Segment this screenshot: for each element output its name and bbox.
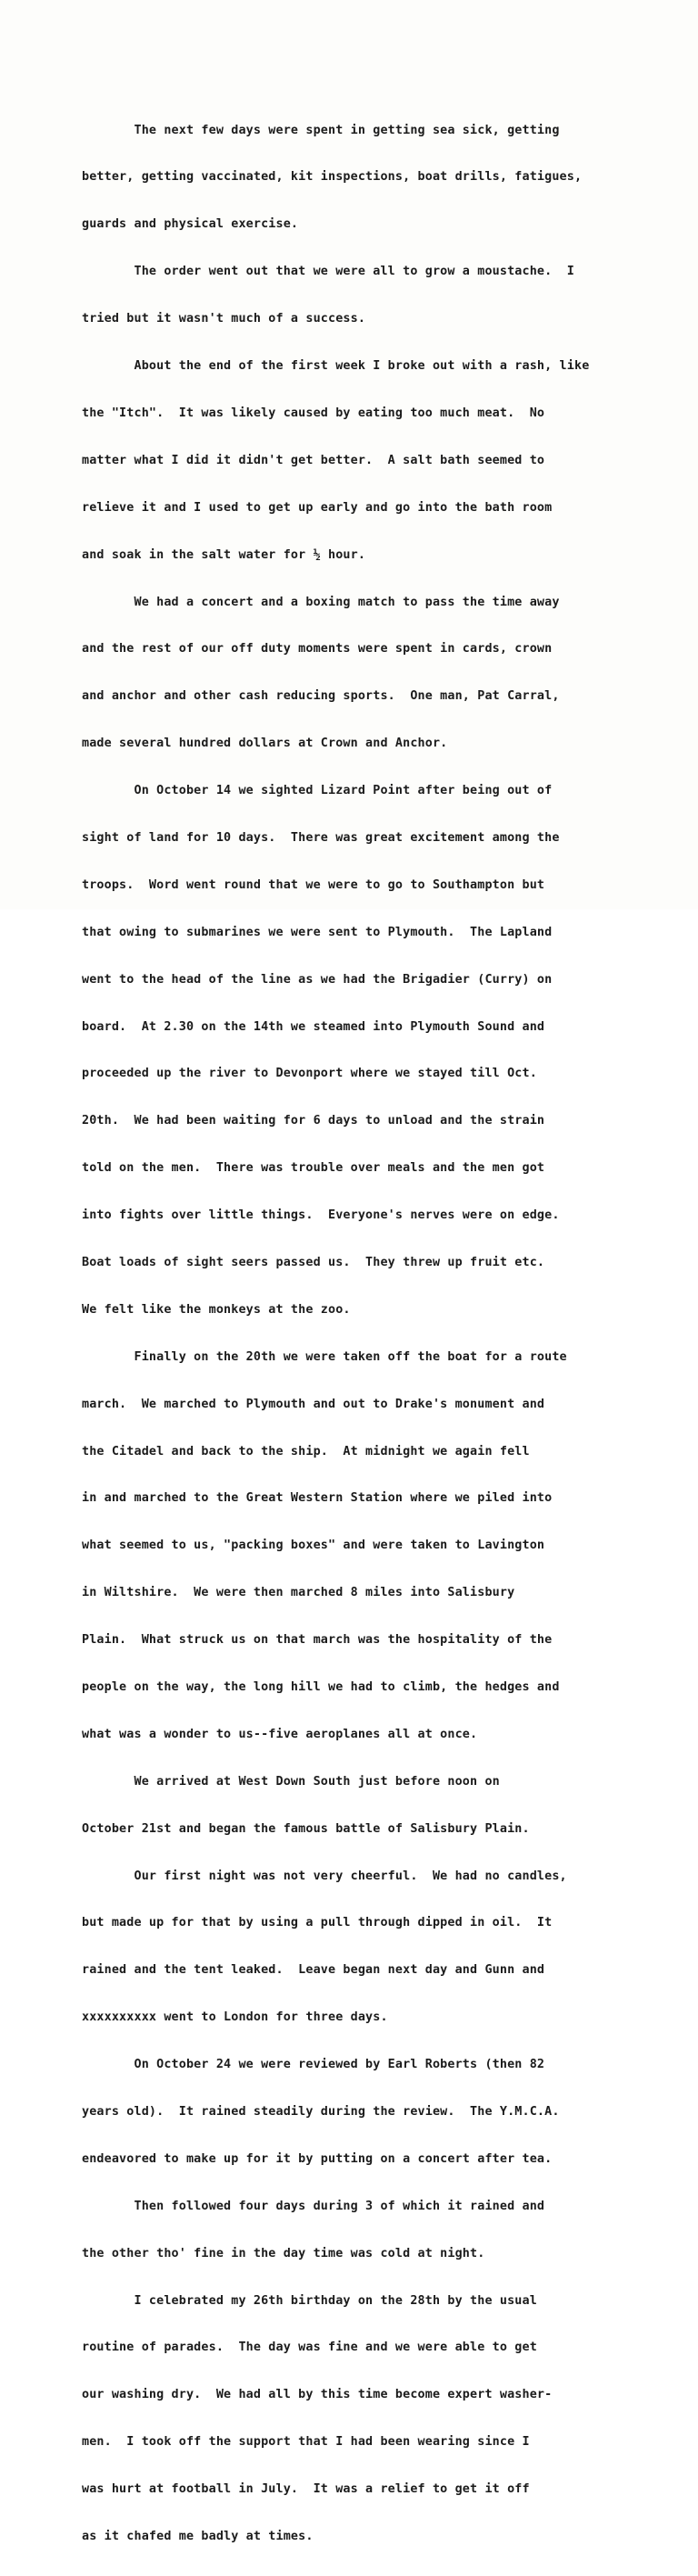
text-line: The next few days were spent in getting sea sick, getting	[82, 123, 560, 137]
typescript-body	[82, 91, 654, 2576]
text-line: better, getting vaccinated, kit inspections, boat drills, fatigues,	[82, 170, 583, 185]
text-line: years old). It rained steadily during the review. The Y.M.C.A.	[82, 2105, 560, 2119]
text-line: was hurt at football in July. It was a relief to get it off	[82, 2482, 530, 2497]
text-line: On October 14 we sighted Lizard Point after being out of	[82, 784, 553, 798]
text-line: as it chafed me badly at times.	[82, 2530, 314, 2544]
text-line: On October 24 we were reviewed by Earl Roberts (then 82	[82, 2058, 545, 2072]
text-line: We felt like the monkeys at the zoo.	[82, 1302, 351, 1317]
text-line: troops. Word went round that we were to go to Southampton but	[82, 877, 545, 892]
text-line: people on the way, the long hill we had to climb, the hedges and	[82, 1679, 560, 1694]
text-line: went to the head of the line as we had the Brigadier (Curry) on	[82, 972, 553, 987]
text-line: made several hundred dollars at Crown and Anchor.	[82, 737, 448, 751]
text-line: xxxxxxxxxx went to London for three days.	[82, 2010, 388, 2025]
text-line: the other tho' fine in the day time was cold at night.	[82, 2246, 485, 2260]
text-line: sight of land for 10 days. There was great excitement among the	[82, 830, 560, 845]
text-line: board. At 2.30 on the 14th we steamed into Plymouth Sound and	[82, 1019, 545, 1034]
text-line: but made up for that by using a pull through dipped in oil. It	[82, 1916, 553, 1930]
text-line: the Citadel and back to the ship. At midnight we again fell	[82, 1444, 530, 1458]
text-line: and the rest of our off duty moments were spent in cards, crown	[82, 642, 553, 657]
text-line: I celebrated my 26th birthday on the 28th by the usual	[82, 2293, 537, 2308]
text-line: We arrived at West Down South just before noon on	[82, 1774, 500, 1789]
text-line: in and marched to the Great Western Station where we piled into	[82, 1491, 553, 1506]
text-line: Finally on the 20th we were taken off the boat for a route	[82, 1349, 567, 1364]
text-line: told on the men. There was trouble over meals and the men got	[82, 1161, 545, 1176]
text-line: endeavored to make up for it by putting on a concert after tea.	[82, 2151, 553, 2166]
text-line: We had a concert and a boxing match to pass the time away	[82, 595, 560, 609]
text-line: relieve it and I used to get up early and go into the bath room	[82, 500, 553, 515]
text-line: what seemed to us, "packing boxes" and were taken to Lavington	[82, 1539, 545, 1553]
text-line: proceeded up the river to Devonport where we stayed till Oct.	[82, 1067, 537, 1081]
text-line: Plain. What struck us on that march was the hospitality of the	[82, 1633, 553, 1648]
text-line: 20th. We had been waiting for 6 days to unload and the strain	[82, 1114, 545, 1128]
text-line: Boat loads of sight seers passed us. They threw up fruit etc.	[82, 1255, 545, 1269]
text-line: About the end of the first week I broke out with a rash, like	[82, 359, 590, 374]
text-line: Then followed four days during 3 of which it rained and	[82, 2199, 545, 2213]
text-line: men. I took off the support that I had been wearing since I	[82, 2435, 530, 2450]
text-line: march. We marched to Plymouth and out to Drake's monument and	[82, 1397, 545, 1411]
text-line: what was a wonder to us--five aeroplanes all at once.	[82, 1727, 478, 1741]
text-line: and soak in the salt water for ½ hour.	[82, 547, 366, 562]
text-line: tried but it wasn't much of a success.	[82, 312, 366, 326]
text-line: into fights over little things. Everyone's nerves were on edge.	[82, 1208, 560, 1223]
text-line: the "Itch". It was likely caused by eating too much meat. No	[82, 406, 545, 420]
text-line: in Wiltshire. We were then marched 8 miles into Salisbury	[82, 1586, 515, 1600]
text-line: The order went out that we were all to grow a moustache. I	[82, 265, 574, 279]
text-line: October 21st and began the famous battle of Salisbury Plain.	[82, 1821, 530, 1836]
text-line: Our first night was not very cheerful. We had no candles,	[82, 1869, 567, 1883]
text-line: and anchor and other cash reducing sports. One man, Pat Carral,	[82, 689, 560, 704]
text-line: guards and physical exercise.	[82, 217, 299, 232]
text-line: matter what I did it didn't get better. A salt bath seemed to	[82, 453, 545, 467]
text-line: our washing dry. We had all by this time become expert washer-	[82, 2388, 553, 2402]
text-line: rained and the tent leaked. Leave began next day and Gunn and	[82, 1963, 545, 1978]
text-line: routine of parades. The day was fine and we were able to get	[82, 2340, 537, 2355]
text-line: that owing to submarines we were sent to Plymouth. The Lapland	[82, 925, 553, 939]
